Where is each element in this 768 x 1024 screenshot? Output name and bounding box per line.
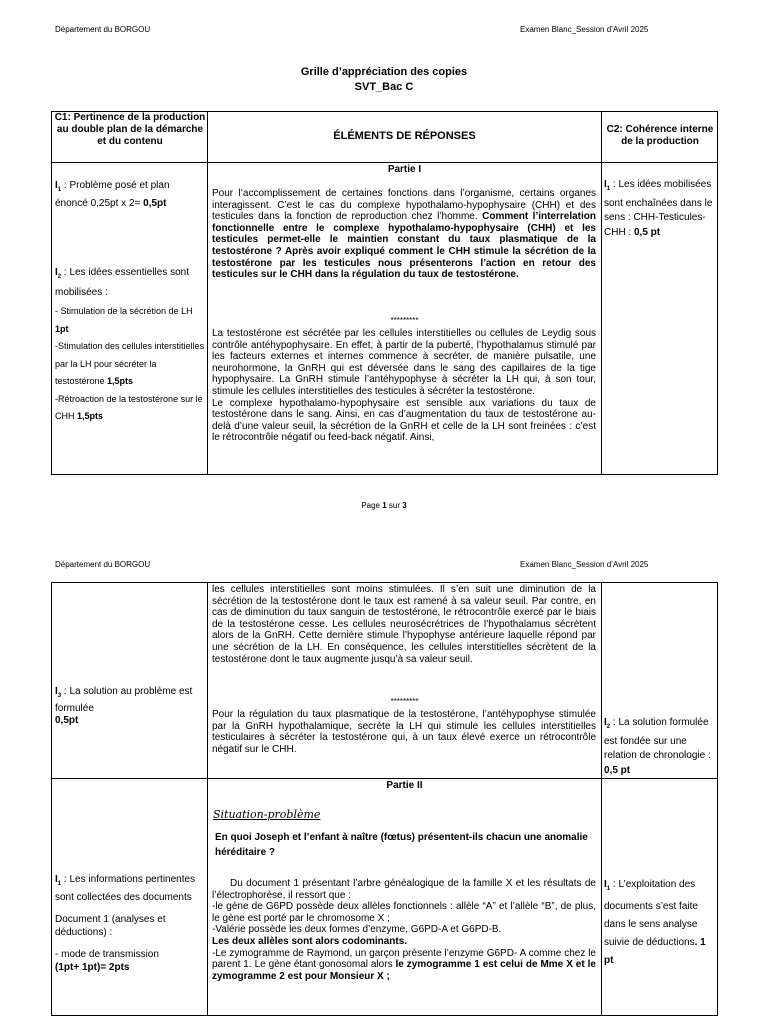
answer-conclusion: Pour la régulation du taux plasmatique de la testostérone, l’antéhypophyse stimulée par la GnRH hypothalamique, secrète la LH qui stimule les cellules interstitielles testiculaires à sécréter la testostérone qui, à un taux élevé exerce un rétrocontrôle négatif sur le CHH. xyxy=(212,709,596,755)
separator-stars: ********* xyxy=(390,697,419,706)
problem-question-2: En quoi Joseph et l’enfant à naître (fœtus) présentent-ils chacun une anomalie héréditaire ? xyxy=(215,832,588,858)
criterion-i1-partie2: $I_1$ : Les informations pertinentes sont collectées des documents Document 1 (analyses et déductions) : - mode de transmission (1pt+ 1pt)= 2pts xyxy=(55,873,205,974)
criterion-item: -Rétroaction de la testostérone sur le CHH 1,5pts xyxy=(55,393,203,421)
page-number: Page 1 sur 3 xyxy=(361,501,407,510)
col-divider xyxy=(207,582,208,1016)
problem-question: Comment l’interrelation fonctionnelle entre le complexe hypothalamo-hypophysaire (CHH) et les testicules permet-elle le maintien constant du taux plasmatique de la testostérone ? Après avoir expliqué comment le CHH stimule la sécrétion de la testostérone par les testicules nous présenterons l’action en retour des testicules sur le CHH dans la régulation du taux de testostérone. xyxy=(212,211,597,281)
criterion-text: : Problème posé et plan énoncé 0,25pt x 2= xyxy=(55,180,170,209)
header-left: Département du BORGOU xyxy=(55,25,151,34)
situation-probleme-heading: Situation-problème xyxy=(213,808,321,821)
header-right: Examen Blanc_Session d’Avril 2025 xyxy=(520,560,649,569)
criterion-item: - Stimulation de la sécrétion de LH 1pt xyxy=(55,306,193,334)
criterion-label: I xyxy=(55,267,58,278)
document-analysis: Du document 1 présentant l’arbre généalogique de la famille X et les résultats de l’électrophorèse, il ressort que : -le gène de G6PD possède deux allèles fonctionnels : allèle “A” et l’allèle “B”, de plus, le gène est porté par le chromosome X ; -Valérie possède les deux formes d’enzyme, G6PD-A et G6PD-B. Les deux allèles sont alors codominants. -Le zymogramme de Raymond, un garçon présente l’enzyme G6PD- A comme chez le parent 1. Le gène étant gonosomal alors le zymogramme 1 est celui de Mme X et le zymogramme 2 est pour Monsieur X ; xyxy=(212,878,596,982)
criterion-label: I xyxy=(55,180,58,191)
row-divider xyxy=(51,162,718,163)
criterion-c2-i1: $I_1$ : Les idées mobilisées sont enchaînées dans le sens : CHH-Testicules-CHH : 0,5 pt xyxy=(604,179,713,238)
criterion-i2 xyxy=(55,265,205,426)
header-right: Examen Blanc_Session d’Avril 2025 xyxy=(520,25,649,34)
criterion-c2-i2: $I_2$ : La solution formulée est fondée sur une relation de chronologie : 0,5 pt xyxy=(604,717,711,776)
document-label: Document 1 (analyses et déductions) : xyxy=(55,914,166,938)
criterion-text: : Les idées essentielles sont mobilisées : xyxy=(55,267,189,298)
criterion-c2-exploitation: $I_1$ : L’exploitation des documents s’est faite dans le sens analyse suivie de déductions. 1 pt xyxy=(604,879,706,966)
criterion-subscript: 1 xyxy=(57,187,62,193)
criterion-item: -Stimulation des cellules interstitielles par la LH pour sécréter la testostérone 1,5pts xyxy=(55,341,205,386)
col-divider xyxy=(601,111,602,475)
criterion-i1 xyxy=(55,179,205,210)
partie-2-title: Partie II xyxy=(386,780,423,791)
row-divider xyxy=(51,778,718,779)
partie-1-title: Partie I xyxy=(387,164,422,175)
elements-header: ÉLÉMENTS DE RÉPONSES xyxy=(333,130,476,142)
answer-body: La testostérone est sécrétée par les cellules interstitielles ou cellules de Leydig sous contrôle antéhypophysaire. En effet, à partir de la puberté, l’hypothalamus stimulé par les facteurs externes et internes commence à secréter, de manière pulsatile, une neurohormone, la GnRH qui est déversée dans le sang des capillaires de la tige hypophysaire. La GnRH stimule l’antéhypophyse à sécréter la LH qui, à son tour, stimule les cellules interstitielles des testicules à sécréter la testostérone. Le complexe hypothalamo-hypophysaire est sensible aux variations du taux de testostérone dans le sang. Ainsi, en cas d’augmentation du taux de testostérone au-delà d’une valeur seuil, la sécrétion de la GnRH et celle de la LH sont freinées : c’est le rétrocontrôle négatif ou feed-back négatif. Ainsi, xyxy=(212,328,596,444)
criterion-points: 0,5pt xyxy=(143,198,167,209)
col-divider xyxy=(601,582,602,1016)
criterion-subscript: 2 xyxy=(57,274,62,280)
mode-label: - mode de transmission xyxy=(55,949,159,960)
criterion-i3: $I_3$ : La solution au problème est formulée 0,5pt xyxy=(55,686,193,726)
mode-points: (1pt+ 1pt)= 2pts xyxy=(55,962,130,973)
answer-intro: Pour l’accomplissement de certaines fonctions dans l’organisme, certains organes interagissent. C’est le cas du complexe hypothalamo-hypophysaire (CHH) et des testicules dans la fonction de reproduction chez l’homme. Comment l’interrelation fonctionnelle entre le complexe hypothalamo-hypophysaire (CHH) et les testicules permet-elle le maintien constant du taux plasmatique de la testostérone ? Après avoir expliqué comment le CHH stimule la sécrétion de la testostérone par les testicules nous présenterons l’action en retour des testicules sur le CHH dans la régulation du taux de testostérone. xyxy=(212,188,597,281)
page-subtitle: SVT_Bac C xyxy=(354,81,414,93)
separator-stars: ********* xyxy=(390,316,419,325)
header-left: Département du BORGOU xyxy=(55,560,151,569)
c2-header: C2: Cohérence interne de la production xyxy=(606,124,714,147)
c1-header: C1: Pertinence de la production au double plan de la démarche et du contenu xyxy=(54,112,206,147)
answer-continuation: les cellules interstitielles sont moins stimulées. Il s’en suit une diminution de la sécrétion de la testostérone dont le taux est ramené à sa valeur seuil. Par contre, en cas de diminution du taux sanguin de testostérone, le rétrocontrôle exercé par le biais de la testostérone cesse. Les cellules neurosécrétrices de l’hypothalamus sécrètent alors de la GnRH. Cette dernière stimule l’hypophyse antérieure laquelle répond par une sécrétion de la LH. En conséquence, les cellules interstitielles sécrètent de la testostérone dont le taux augmente jusqu’à sa valeur seuil. xyxy=(212,584,596,665)
page-title: Grille d’appréciation des copies xyxy=(300,66,468,78)
